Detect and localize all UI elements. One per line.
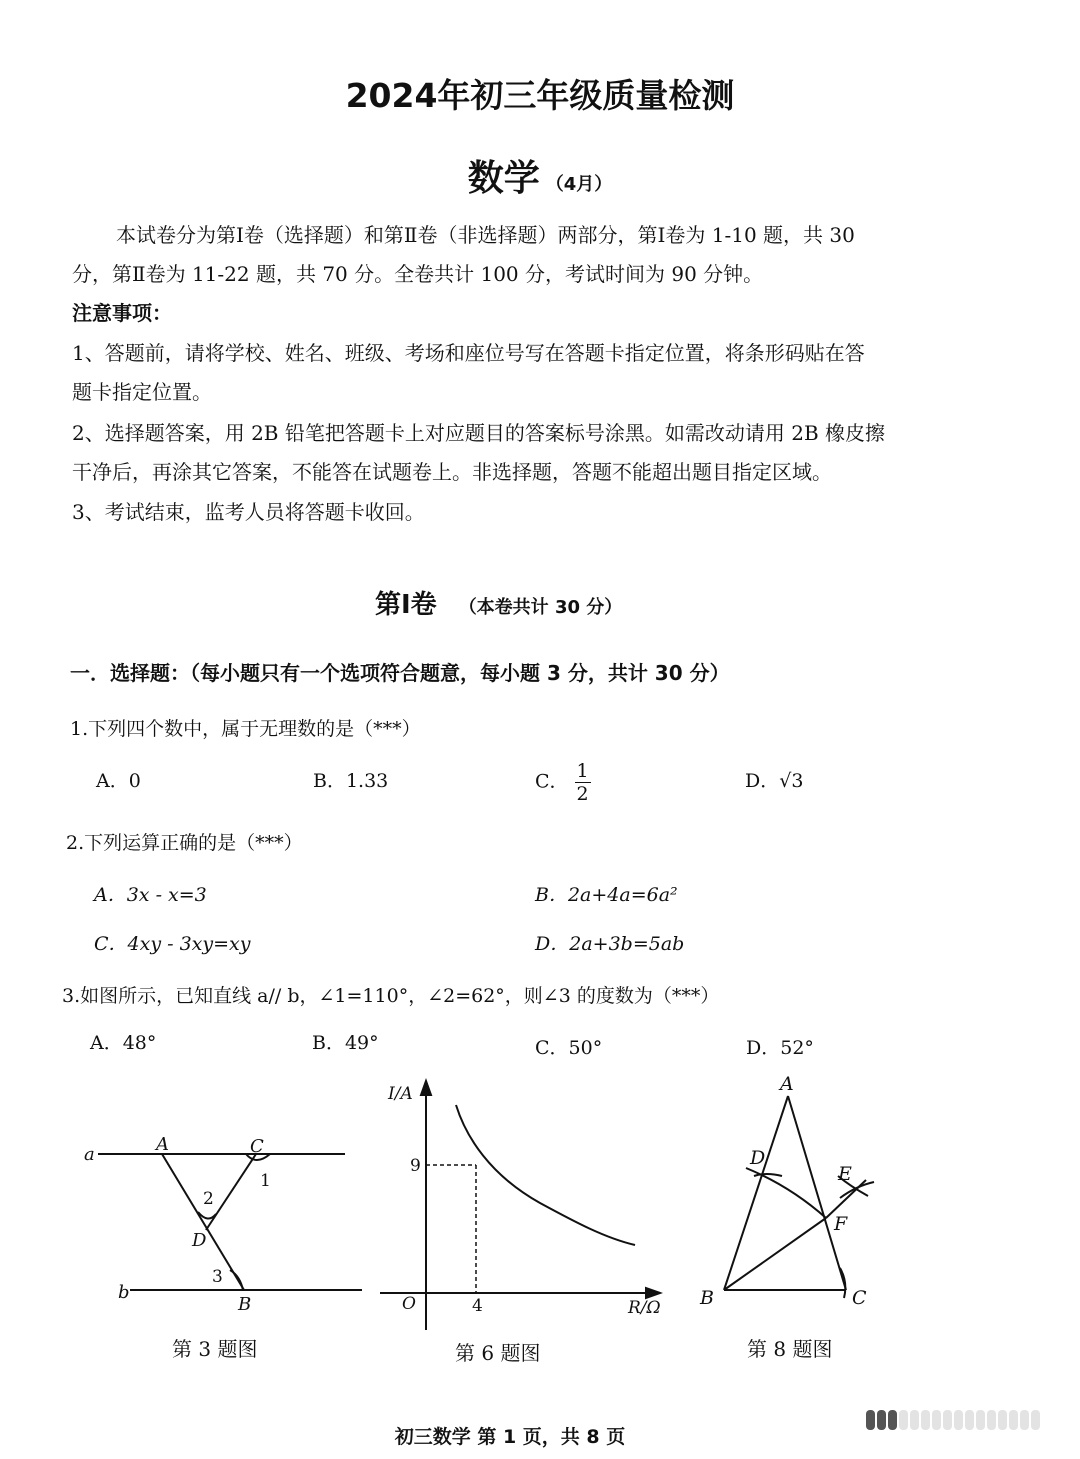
intro-line-2: 分，第Ⅱ卷为 11-22 题，共 70 分。全卷共计 100 分，考试时间为 90 分钟。: [72, 262, 764, 286]
x-tick-label: 4: [472, 1296, 483, 1316]
note-3: 3、考试结束，监考人员将答题卡收回。: [72, 500, 425, 524]
scroll-tick: [987, 1410, 996, 1430]
scroll-tick: [921, 1410, 930, 1430]
q3-option-c: C．50°: [535, 1037, 603, 1059]
part-heading: 一．选择题：（每小题只有一个选项符合题意，每小题 3 分，共计 30 分）: [70, 661, 730, 685]
label-angle-2: 2: [203, 1189, 214, 1209]
origin-label: O: [402, 1294, 416, 1314]
q1-stem: 1.下列四个数中，属于无理数的是（***）: [70, 718, 421, 740]
page-footer: 初三数学 第 1 页，共 8 页: [394, 1426, 626, 1448]
scroll-tick: [943, 1410, 952, 1430]
x-axis-arrow: [646, 1288, 660, 1298]
q2-option-d: D．2a+3b=5ab: [535, 933, 685, 955]
q1-option-d: [745, 766, 803, 793]
q1-option-c: [535, 760, 591, 805]
sqrt-value: √3: [779, 770, 804, 792]
label-point-a: A: [156, 1134, 169, 1155]
q3-stem: 3.如图所示，已知直线 a// b，∠1=110°，∠2=62°，则∠3 的度数为（***）: [62, 985, 720, 1007]
label-point-c: C: [250, 1136, 264, 1157]
scroll-tick: [965, 1410, 974, 1430]
label-angle-1: 1: [260, 1171, 271, 1191]
scroll-tick: [877, 1410, 886, 1430]
figure-6: [380, 1075, 670, 1335]
figure-6-caption: 第 6 题图: [455, 1341, 541, 1365]
y-axis-label: I/A: [388, 1084, 413, 1104]
scroll-tick: [1031, 1410, 1040, 1430]
scroll-tick: [910, 1410, 919, 1430]
segment-ab: [724, 1096, 788, 1290]
scroll-tick: [888, 1410, 897, 1430]
subject-name: 数学: [467, 158, 540, 199]
q3-option-d: D．52°: [746, 1037, 814, 1059]
x-axis-label: R/Ω: [628, 1298, 661, 1318]
q1-option-a: A．0: [96, 770, 141, 792]
label-point-c: C: [852, 1287, 867, 1309]
q2-stem: 2.下列运算正确的是（***）: [66, 832, 303, 854]
note-2b: 干净后，再涂其它答案，不能答在试题卷上。非选择题，答题不能超出题目指定区域。: [72, 460, 832, 484]
segment-ab: [162, 1154, 244, 1290]
scroll-tick: [976, 1410, 985, 1430]
q2-option-a: A．3x - x=3: [94, 884, 207, 906]
note-2a: 2、选择题答案，用 2B 铅笔把答题卡上对应题目的答案标号涂黑。如需改动请用 2B 橡皮擦: [72, 421, 885, 445]
label-point-b: B: [700, 1287, 714, 1309]
label-point-a: A: [780, 1073, 794, 1095]
label-point-d: D: [750, 1147, 766, 1169]
label-line-b: b: [118, 1282, 130, 1303]
q2-option-b: B．2a+4a=6a²: [535, 884, 678, 906]
q2-option-c: C．4xy - 3xy=xy: [94, 933, 251, 955]
scroll-tick: [1020, 1410, 1029, 1430]
section-heading: [375, 584, 622, 621]
label-point-f: F: [834, 1213, 848, 1235]
scroll-tick: [1009, 1410, 1018, 1430]
fraction-denominator: 2: [576, 783, 589, 805]
note-1b: 题卡指定位置。: [72, 380, 212, 404]
construction-arc-d: [754, 1174, 782, 1176]
q3-option-a: A．48°: [90, 1032, 157, 1054]
fraction: [575, 760, 591, 805]
page-scrollbar[interactable]: [866, 1410, 1056, 1430]
scroll-tick: [932, 1410, 941, 1430]
fraction-numerator: 1: [576, 760, 589, 782]
label-angle-3: 3: [212, 1267, 223, 1287]
section-note: （本卷共计 30 分）: [458, 597, 623, 618]
figure-3-caption: 第 3 题图: [172, 1337, 258, 1361]
note-1a: 1、答题前，请将学校、姓名、班级、考场和座位号写在答题卡指定位置，将条形码贴在答: [72, 341, 865, 365]
label-point-b: B: [238, 1294, 252, 1315]
subject-title: [0, 150, 1080, 201]
q1-option-d-label: D．: [745, 770, 780, 792]
label-line-a: a: [84, 1144, 95, 1165]
figure-8: [690, 1068, 910, 1318]
y-tick-label: 9: [410, 1156, 421, 1176]
q1-option-c-label: C．: [535, 770, 569, 793]
segment-ac: [788, 1096, 846, 1290]
q3-option-b: B．49°: [312, 1032, 379, 1054]
scroll-tick: [954, 1410, 963, 1430]
y-axis-arrow: [421, 1081, 431, 1095]
exam-month: （4月）: [545, 174, 613, 195]
intro-line-1: 本试卷分为第Ⅰ卷（选择题）和第Ⅱ卷（非选择题）两部分，第Ⅰ卷为 1-10 题，共 30: [116, 223, 855, 247]
figure-3: [70, 1120, 370, 1320]
scroll-tick: [899, 1410, 908, 1430]
segment-bf: [724, 1218, 826, 1290]
inverse-curve: [456, 1105, 635, 1245]
section-title: 第Ⅰ卷: [375, 590, 437, 620]
scroll-tick: [998, 1410, 1007, 1430]
label-point-d: D: [192, 1230, 207, 1251]
exam-title: 2024年初三年级质量检测: [345, 76, 735, 115]
figure-8-caption: 第 8 题图: [747, 1337, 833, 1361]
label-point-e: E: [838, 1163, 852, 1185]
q1-option-b: B．1.33: [313, 770, 389, 792]
scroll-tick: [866, 1410, 875, 1430]
notes-heading: 注意事项：: [72, 301, 172, 325]
